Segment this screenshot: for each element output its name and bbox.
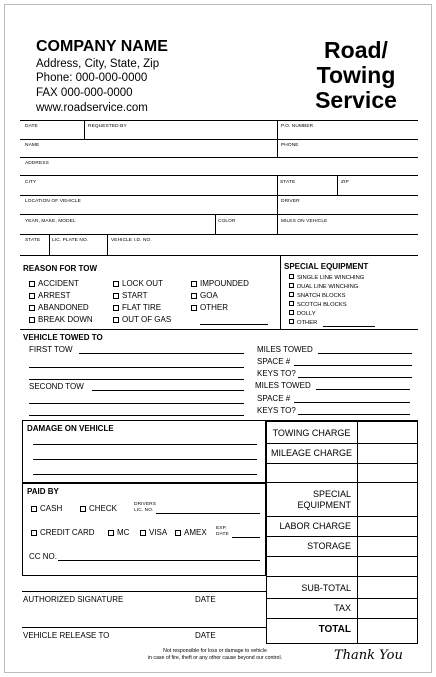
cc-no-line[interactable] <box>58 560 260 561</box>
checkbox-icon[interactable] <box>113 305 119 311</box>
damage-line-1[interactable] <box>33 444 257 445</box>
reason-other-checkbox[interactable] <box>191 303 228 312</box>
vin-field[interactable]: VEHICLE I.D. NO. <box>111 238 152 243</box>
paid-label: CHECK <box>89 504 118 513</box>
reason-accident-checkbox[interactable] <box>29 279 79 288</box>
reason-label: GOA <box>200 291 218 300</box>
checkbox-icon[interactable] <box>31 506 37 512</box>
color-field[interactable]: COLOR <box>218 219 236 224</box>
checkbox-icon[interactable] <box>289 310 294 315</box>
special-label: OTHER <box>297 320 318 326</box>
release-date-label: DATE <box>195 631 216 640</box>
charges-row-line <box>266 516 418 517</box>
reason-other-line[interactable] <box>200 324 268 325</box>
labor-charge-label: LABOR CHARGE <box>279 521 351 531</box>
exp-date-label: DATE <box>216 532 229 537</box>
requested-by-field[interactable]: REQUESTED BY <box>88 124 127 129</box>
charges-row-line <box>266 598 418 599</box>
storage-label: STORAGE <box>307 541 351 551</box>
damage-line-3[interactable] <box>33 474 257 475</box>
reason-lockout-checkbox[interactable] <box>113 279 163 288</box>
driver-field[interactable]: DRIVER <box>281 199 300 204</box>
second-tow-line-3[interactable] <box>29 415 244 416</box>
charges-row-line <box>266 463 418 464</box>
reason-flat-tire-checkbox[interactable] <box>113 303 161 312</box>
address-field[interactable]: ADDRESS <box>25 161 49 166</box>
space-line[interactable] <box>294 365 412 366</box>
phone-field[interactable]: PHONE <box>281 143 299 148</box>
reason-start-checkbox[interactable] <box>113 291 147 300</box>
form-title-line-3: Service <box>315 87 397 113</box>
checkbox-icon[interactable] <box>29 293 35 299</box>
reason-abandoned-checkbox[interactable] <box>29 303 89 312</box>
lic-no-label: LIC. NO. <box>134 508 154 513</box>
checkbox-icon[interactable] <box>191 293 197 299</box>
company-phone: Phone: 000-000-0000 <box>36 72 148 84</box>
towed-title: VEHICLE TOWED TO <box>23 333 103 342</box>
keys-2-line[interactable] <box>298 414 410 415</box>
subtotal-label: SUB-TOTAL <box>301 583 351 593</box>
special-title: SPECIAL EQUIPMENT <box>284 262 369 271</box>
section-divider <box>280 255 281 329</box>
checkbox-icon[interactable] <box>289 283 294 288</box>
state-plate-field[interactable]: STATE <box>25 238 41 243</box>
reason-label: FLAT TIRE <box>122 303 162 312</box>
grid-line <box>277 120 278 157</box>
po-number-field[interactable]: P.O. NUMBER <box>281 124 314 129</box>
tax-label: TAX <box>334 603 351 613</box>
section-line <box>22 482 266 484</box>
charges-row-line <box>266 576 418 577</box>
reason-arrest-checkbox[interactable] <box>29 291 70 300</box>
grid-line <box>20 157 418 158</box>
reason-label: OUT OF GAS <box>122 315 172 324</box>
lic-no-line[interactable] <box>156 513 260 514</box>
thank-you-text: Thank You <box>334 648 403 663</box>
grid-line <box>215 214 216 234</box>
reason-label: START <box>122 291 148 300</box>
charges-row-line <box>266 482 418 483</box>
reason-impounded-checkbox[interactable] <box>191 279 249 288</box>
damage-title: DAMAGE ON VEHICLE <box>27 424 114 433</box>
reason-label: LOCK OUT <box>122 279 163 288</box>
form-title-line-1: Road/ <box>324 37 388 63</box>
lic-plate-field[interactable]: LIC. PLATE NO. <box>52 238 89 243</box>
charges-row-line <box>266 443 418 444</box>
checkbox-icon[interactable] <box>191 305 197 311</box>
space-label: SPACE # <box>257 357 291 366</box>
charges-row-line <box>266 536 418 537</box>
grid-line <box>277 214 278 234</box>
exp-date-line[interactable] <box>232 537 260 538</box>
exp-label: EXP. <box>216 526 227 531</box>
paid-label: AMEX <box>184 528 207 537</box>
checkbox-icon[interactable] <box>289 301 294 306</box>
checkbox-icon[interactable] <box>140 530 146 536</box>
mileage-charge-label: MILEAGE CHARGE <box>270 448 353 458</box>
grid-line <box>20 234 418 235</box>
reason-label: OTHER <box>200 303 228 312</box>
reason-label: IMPOUNDED <box>200 279 249 288</box>
checkbox-icon[interactable] <box>29 317 35 323</box>
special-scotch-checkbox[interactable] <box>289 301 347 308</box>
towing-charge-label: TOWING CHARGE <box>272 428 351 438</box>
release-line[interactable] <box>22 627 266 628</box>
grid-line <box>337 175 338 195</box>
second-tow-label: SECOND TOW <box>29 382 84 391</box>
paid-credit-card-checkbox[interactable] <box>31 528 95 537</box>
grid-line <box>84 120 85 139</box>
form-title-line-2: Towing <box>316 62 396 88</box>
checkbox-icon[interactable] <box>175 530 181 536</box>
checkbox-icon[interactable] <box>191 281 197 287</box>
paid-label: VISA <box>149 528 168 537</box>
year-make-model-field[interactable]: YEAR, MAKE, MODEL <box>25 219 76 224</box>
grid-line <box>20 214 418 215</box>
miles-towed-label: MILES TOWED <box>257 345 313 354</box>
first-tow-line-1[interactable] <box>79 353 244 354</box>
section-line <box>20 329 418 330</box>
damage-line-2[interactable] <box>33 459 257 460</box>
second-tow-line-2[interactable] <box>29 403 244 404</box>
company-website: www.roadservice.com <box>36 102 148 114</box>
special-dolly-checkbox[interactable] <box>289 310 316 317</box>
vehicle-release-label: VEHICLE RELEASE TO <box>23 631 110 640</box>
special-label: DOLLY <box>297 311 316 317</box>
form-title <box>306 38 406 113</box>
cc-no-label: CC NO. <box>29 552 57 561</box>
checkbox-icon[interactable] <box>289 292 294 297</box>
company-address: Address, City, State, Zip <box>36 58 160 70</box>
reason-breakdown-checkbox[interactable] <box>29 315 93 324</box>
special-other-line[interactable] <box>323 326 375 327</box>
paid-title: PAID BY <box>27 487 59 496</box>
keys-2-label: KEYS TO? <box>257 406 296 415</box>
paid-label: MC <box>117 528 130 537</box>
miles-towed-line[interactable] <box>318 353 412 354</box>
reason-title: REASON FOR TOW <box>23 264 98 273</box>
checkbox-icon[interactable] <box>289 319 294 324</box>
first-tow-label: FIRST TOW <box>29 345 73 354</box>
reason-label: ACCIDENT <box>38 279 79 288</box>
checkbox-icon[interactable] <box>29 305 35 311</box>
grid-line <box>20 175 418 176</box>
special-label: SCOTCH BLOCKS <box>297 302 347 308</box>
checkbox-icon[interactable] <box>80 506 86 512</box>
reason-label: BREAK DOWN <box>38 315 93 324</box>
disclaimer-line-1: Not responsible for loss or damage to vehicle <box>163 648 267 654</box>
paid-label: CREDIT CARD <box>40 528 95 537</box>
reason-label: ARREST <box>38 291 71 300</box>
paid-amex-checkbox[interactable] <box>175 528 207 537</box>
zip-field[interactable]: ZIP <box>341 180 349 185</box>
authorized-signature-label: AUTHORIZED SIGNATURE <box>23 595 124 604</box>
charges-row-line <box>266 556 418 557</box>
special-dual-line-checkbox[interactable] <box>289 283 358 290</box>
company-name: COMPANY NAME <box>36 38 168 55</box>
checkbox-icon[interactable] <box>113 293 119 299</box>
location-field[interactable]: LOCATION OF VEHICLE <box>25 199 81 204</box>
city-field[interactable]: CITY <box>25 180 37 185</box>
miles-towed-2-label: MILES TOWED <box>255 381 311 390</box>
company-fax: FAX 000-000-0000 <box>36 87 133 99</box>
date-field[interactable]: DATE <box>25 124 38 129</box>
first-tow-line-2[interactable] <box>29 367 244 368</box>
disclaimer-line-2: in case of fire, theft or any other cause beyond our control. <box>147 655 283 661</box>
special-snatch-checkbox[interactable] <box>289 292 346 299</box>
total-label: TOTAL <box>318 624 351 635</box>
checkbox-icon[interactable] <box>289 274 294 279</box>
paid-mc-checkbox[interactable] <box>108 528 129 537</box>
grid-line <box>20 139 418 140</box>
special-other-checkbox[interactable] <box>289 319 317 326</box>
drivers-label: DRIVERS <box>134 502 157 507</box>
name-field[interactable]: NAME <box>25 143 40 148</box>
grid-line <box>107 234 108 255</box>
special-label: SNATCH BLOCKS <box>297 293 346 299</box>
checkbox-icon[interactable] <box>113 317 119 323</box>
grid-line <box>20 255 418 256</box>
reason-goa-checkbox[interactable] <box>191 291 218 300</box>
reason-out-of-gas-checkbox[interactable] <box>113 315 171 324</box>
special-label: SINGLE LINE WINCHING <box>297 275 365 281</box>
grid-line <box>20 195 418 196</box>
signature-line[interactable] <box>22 591 266 592</box>
special-equipment-label-2: EQUIPMENT <box>297 500 351 510</box>
first-tow-line-3[interactable] <box>29 379 244 380</box>
reason-label: ABANDONED <box>38 303 89 312</box>
space-2-line[interactable] <box>294 402 410 403</box>
second-tow-line-1[interactable] <box>92 390 244 391</box>
special-single-line-checkbox[interactable] <box>289 274 364 281</box>
checkbox-icon[interactable] <box>29 281 35 287</box>
charges-divider <box>357 420 358 644</box>
charges-row-line <box>266 618 418 619</box>
special-label: DUAL LINE WINCHING <box>297 284 359 290</box>
checkbox-icon[interactable] <box>113 281 119 287</box>
miles-on-vehicle-field[interactable]: MILES ON VEHICLE <box>281 219 328 224</box>
keys-line[interactable] <box>298 377 412 378</box>
keys-label: KEYS TO? <box>257 369 296 378</box>
grid-line <box>20 120 418 121</box>
paid-cash-checkbox[interactable] <box>31 504 62 513</box>
miles-towed-2-line[interactable] <box>316 389 410 390</box>
space-2-label: SPACE # <box>257 394 291 403</box>
checkbox-icon[interactable] <box>31 530 37 536</box>
paid-label: CASH <box>40 504 63 513</box>
grid-line <box>277 175 278 214</box>
grid-line <box>49 234 50 255</box>
checkbox-icon[interactable] <box>108 530 114 536</box>
state-field[interactable]: STATE <box>280 180 296 185</box>
paid-visa-checkbox[interactable] <box>140 528 167 537</box>
special-equipment-label-1: SPECIAL <box>312 489 351 499</box>
paid-check-checkbox[interactable] <box>80 504 117 513</box>
signature-date-label: DATE <box>195 595 216 604</box>
